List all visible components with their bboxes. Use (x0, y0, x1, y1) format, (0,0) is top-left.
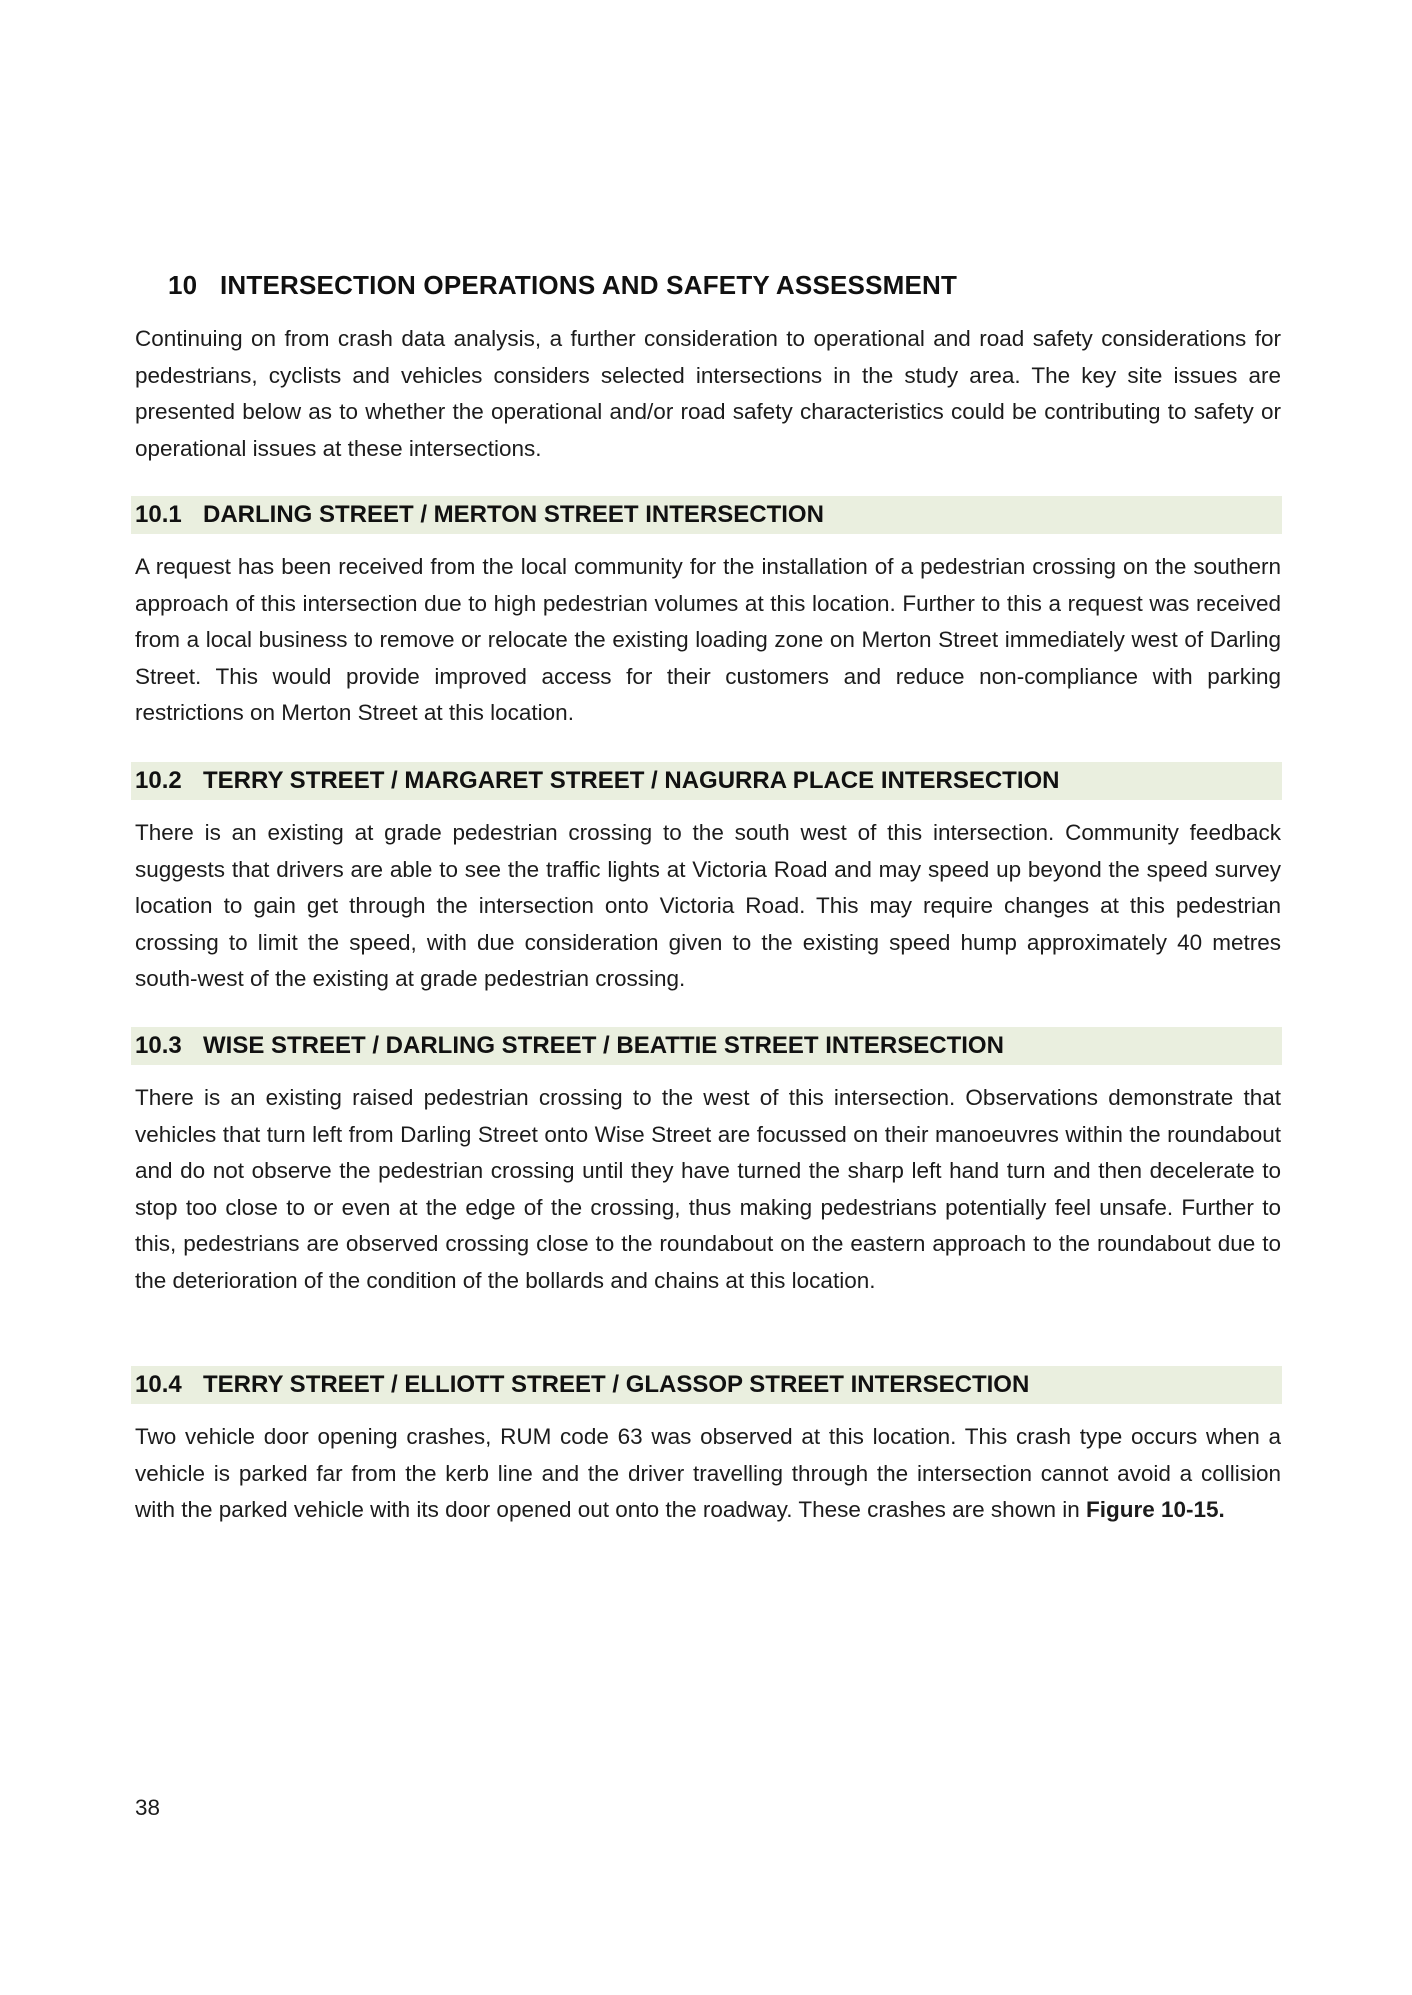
section-10-2-body: There is an existing at grade pedestrian crossing to the south west of this intersection. Community feedback suggests that drivers are able to see the traffic lights at Victoria Road and may speed up beyond the speed survey location to gain get through the intersection onto Victoria Road. This may require changes at this pedestrian crossing to limit the speed, with due consideration given to the existing speed hump approximately 40 metres south-west of the existing at grade pedestrian crossing. (135, 820, 1281, 992)
intro-paragraph: Continuing on from crash data analysis, a further consideration to operational and road safety considerations for pedestrians, cyclists and vehicles considers selected intersections in the study area. The key site issues are presented below as to whether the operational and/or road safety characteristics could be contributing to safety or operational issues at these intersections. (135, 326, 1281, 461)
section-title-text: TERRY STREET / MARGARET STREET / NAGURRA PLACE INTERSECTION (203, 767, 1060, 794)
section-number: 10.4 (135, 1371, 182, 1398)
section-title (135, 1371, 1029, 1399)
section-10-1-body: A request has been received from the local community for the installation of a pedestrian crossing on the southern approach of this intersection due to high pedestrian volumes at this location. Further to this a request was received from a local business to remove or relocate the existing loading zone on Merton Street immediately west of Darling Street. This would provide improved access for their customers and reduce non-compliance with parking restrictions on Merton Street at this location. (135, 554, 1281, 726)
section-number: 10.1 (135, 501, 182, 528)
section-heading-10-4 (131, 1366, 1282, 1404)
section-title-text: DARLING STREET / MERTON STREET INTERSECTION (203, 501, 824, 528)
section-10-3-body: There is an existing raised pedestrian crossing to the west of this intersection. Observations demonstrate that vehicles that turn left from Darling Street onto Wise Street are focussed on their manoeuvres within the roundabout and do not observe the pedestrian crossing until they have turned the sharp left hand turn and then decelerate to stop too close to or even at the edge of the crossing, thus making pedestrians potentially feel unsafe. Further to this, pedestrians are observed crossing close to the roundabout on the eastern approach to the roundabout due to the deterioration of the condition of the bollards and chains at this location. (135, 1085, 1281, 1293)
section-10-4-text: Two vehicle door opening crashes, RUM code 63 was observed at this location. This crash type occurs when a vehicle is parked far from the kerb line and the driver travelling through the intersection cannot avoid a collision with the parked vehicle with its door opened out onto the roadway. These crashes are shown in (135, 1424, 1281, 1523)
section-10-4-body (135, 1419, 1281, 1529)
section-heading-10-1 (131, 496, 1282, 534)
section-heading-10-3 (131, 1027, 1282, 1065)
chapter-heading (168, 270, 957, 301)
figure-reference: Figure 10-15. (1086, 1497, 1225, 1523)
section-title-text: WISE STREET / DARLING STREET / BEATTIE STREET INTERSECTION (203, 1032, 1004, 1059)
section-title (135, 767, 1060, 795)
page-number: 38 (135, 1795, 161, 1820)
chapter-title: INTERSECTION OPERATIONS AND SAFETY ASSESSMENT (220, 270, 958, 300)
section-title (135, 1032, 1004, 1060)
section-title-text: TERRY STREET / ELLIOTT STREET / GLASSOP STREET INTERSECTION (203, 1371, 1030, 1398)
section-number: 10.2 (135, 767, 182, 794)
section-number: 10.3 (135, 1032, 182, 1059)
chapter-number: 10 (168, 270, 198, 300)
section-title (135, 501, 824, 529)
section-heading-10-2 (131, 762, 1282, 800)
